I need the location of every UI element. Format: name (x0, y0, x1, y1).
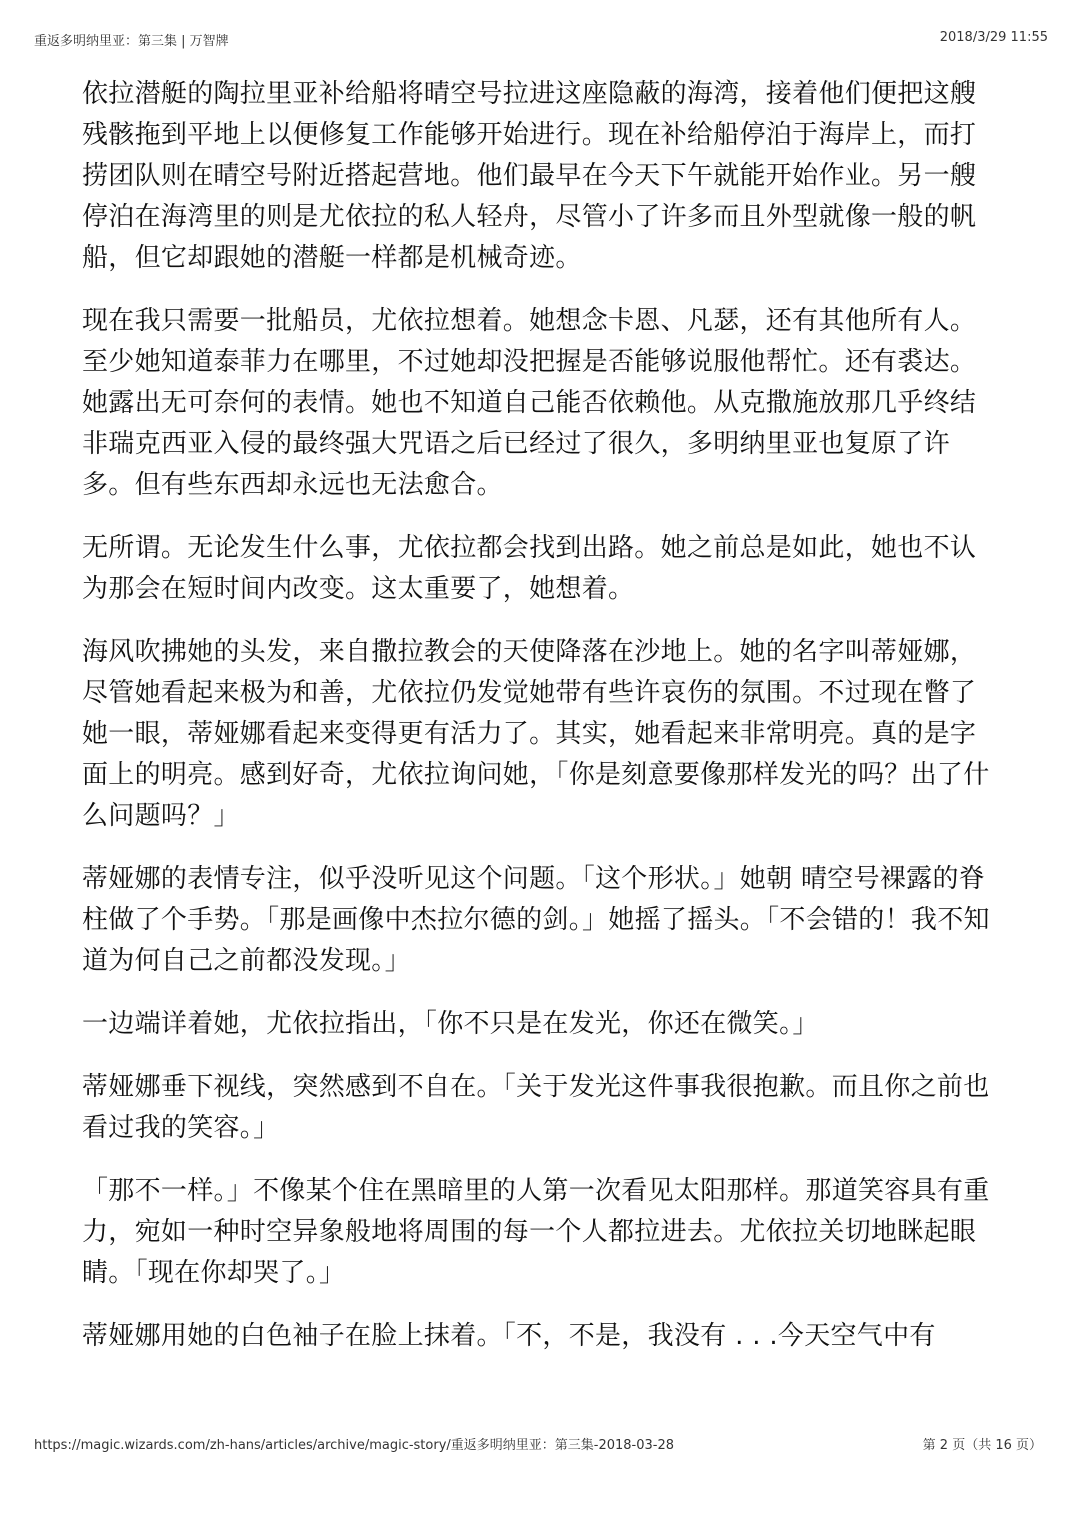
paragraph: 蒂娅娜的表情专注，似乎没听见这个问题。「这个形状。」她朝 晴空号裸露的脊柱做了个手势。「那是画像中杰拉尔德的剑。」她摇了摇头。「不会错的！我不知道为何自己之前都没发现。」 (82, 864, 990, 976)
paragraph: 海风吹拂她的头发，来自撒拉教会的天使降落在沙地上。她的名字叫蒂娅娜，尽管她看起来极为和善，尤依拉仍发觉她带有些许哀伤的氛围。不过现在瞥了她一眼，蒂娅娜看起来变得更有活力了。其实，她看起来非常明亮。真的是字面上的明亮。感到好奇，尤依拉询问她，「你是刻意要像那样发光的吗？出了什么问题吗？」 (82, 637, 990, 831)
source-url: https://magic.wizards.com/zh-hans/articles/archive/magic-story/重返多明纳里亚：第三集-2018-03-28 (34, 1438, 675, 1453)
page-title: 重返多明纳里亚：第三集 | 万智牌 (34, 34, 229, 49)
article-body (82, 74, 1002, 1379)
page-footer (34, 1434, 1042, 1454)
paragraph: 现在我只需要一批船员，尤依拉想着。她想念卡恩、凡瑟，还有其他所有人。至少她知道泰菲力在哪里，不过她却没把握是否能够说服他帮忙。还有裘达。她露出无可奈何的表情。她也不知道自己能否依赖他。从克撒施放那几乎终结非瑞克西亚入侵的最终强大咒语之后已经过了很久，多明纳里亚也复原了许多。但有些东西却永远也无法愈合。 (82, 306, 977, 500)
paragraph: 「那不一样。」不像某个住在黑暗里的人第一次看见太阳那样。那道笑容具有重力，宛如一种时空异象般地将周围的每一个人都拉进去。尤依拉关切地眯起眼睛。「现在你却哭了。」 (82, 1176, 990, 1288)
page-number: 第 2 页（共 16 页） (922, 1438, 1042, 1453)
page-header (34, 30, 1048, 50)
print-timestamp: 2018/3/29 11:55 (939, 30, 1048, 45)
paragraph: 蒂娅娜用她的白色袖子在脸上抹着。「不，不是，我没有 . . .今天空气中有 (82, 1321, 936, 1351)
paragraph: 依拉潜艇的陶拉里亚补给船将晴空号拉进这座隐蔽的海湾，接着他们便把这艘残骸拖到平地上以便修复工作能够开始进行。现在补给船停泊于海岸上，而打捞团队则在晴空号附近搭起营地。他们最早在今天下午就能开始作业。另一艘停泊在海湾里的则是尤依拉的私人轻舟，尽管小了许多而且外型就像一般的帆船，但它却跟她的潜艇一样都是机械奇迹。 (82, 79, 977, 273)
paragraph: 蒂娅娜垂下视线，突然感到不自在。「关于发光这件事我很抱歉。而且你之前也看过我的笑容。」 (82, 1072, 990, 1143)
paragraph: 一边端详着她，尤依拉指出，「你不只是在发光，你还在微笑。」 (82, 1009, 819, 1039)
paragraph: 无所谓。无论发生什么事，尤依拉都会找到出路。她之前总是如此，她也不认为那会在短时间内改变。这太重要了，她想着。 (82, 533, 977, 604)
